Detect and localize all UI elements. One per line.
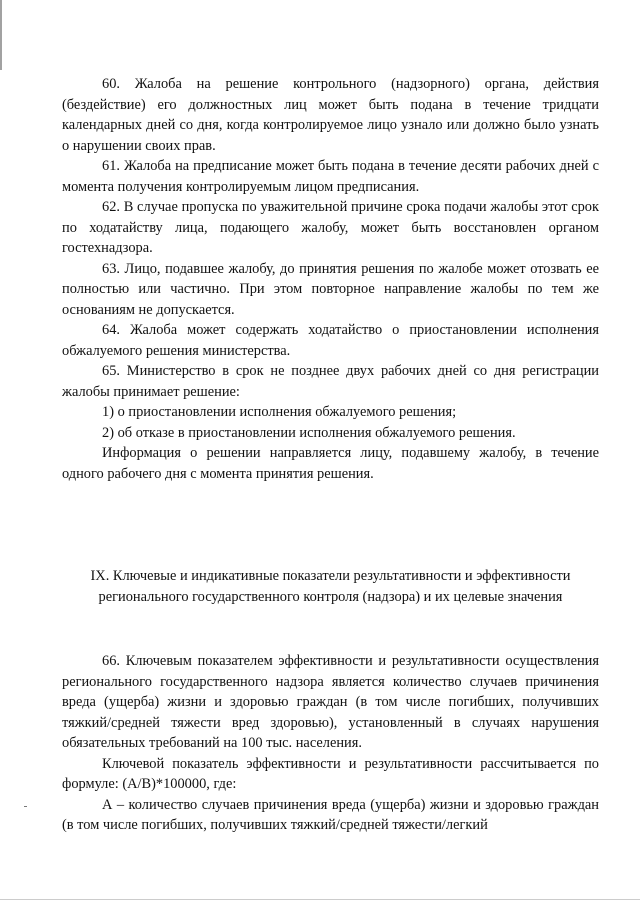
section-heading-text: IX. Ключевые и индикативные показатели результативности и эффективности регионального государственного контроля (надзора) и их целевые значения [90,568,571,605]
scan-edge-mark [0,0,2,70]
paragraph-64: 64. Жалоба может содержать ходатайство о приостановлении исполнения обжалуемого решения министерства. [62,322,599,359]
scan-bottom-edge [0,899,640,900]
section-heading-ix [62,566,599,608]
paragraph-66: 66. Ключевым показателем эффективности и результативности осуществления регионального государственного надзора является количество случаев причинения вреда (ущерба) жизни и здоровью граждан (в том числе погибших, получивших тяжкий/средней тяжести вред здоровью), установленный в случаях нарушения обязательных требований на 100 тыс. населения. [62,653,599,751]
paragraph-63: 63. Лицо, подавшее жалобу, до принятия решения по жалобе может отозвать ее полностью или частично. При этом повторное направление жалобы по тем же основаниям не допускается. [62,260,599,318]
top-text-block [62,74,599,484]
list-item-2: 2) об отказе в приостановлении исполнения обжалуемого решения. [102,424,516,441]
paragraph-definition-a: А – количество случаев причинения вреда (ущерба) жизни и здоровью граждан (в том числе погибших, получивших тяжкий/средней тяжести/легкий [62,796,599,833]
paragraph-information: Информация о решении направляется лицу, подавшему жалобу, в течение одного рабочего дня с момента принятия решения. [62,445,599,482]
paragraph-formula: Ключевой показатель эффективности и результативности рассчитывается по формуле: (А/В)*100000, где: [62,755,599,792]
paragraph-62: 62. В случае пропуска по уважительной причине срока подачи жалобы этот срок по ходатайству лица, подающего жалобу, может быть восстановлен органом гостехнадзора. [62,199,599,256]
bottom-text-block [62,651,599,836]
paragraph-61: 61. Жалоба на предписание может быть подана в течение десяти рабочих дней с момента получения контролируемым лицом предписания. [62,158,599,195]
list-item-1: 1) о приостановлении исполнения обжалуемого решения; [102,404,457,420]
paragraph-60: 60. Жалоба на решение контрольного (надзорного) органа, действия (бездействие) его должностных лиц может быть подана в течение тридцати календарных дней со дня, когда контролируемое лицо узнало или должно было узнать о нарушении своих прав. [62,76,599,154]
paragraph-65: 65. Министерство в срок не позднее двух рабочих дней со дня регистрации жалобы принимает решение: [62,363,599,400]
scan-speck [24,806,27,807]
